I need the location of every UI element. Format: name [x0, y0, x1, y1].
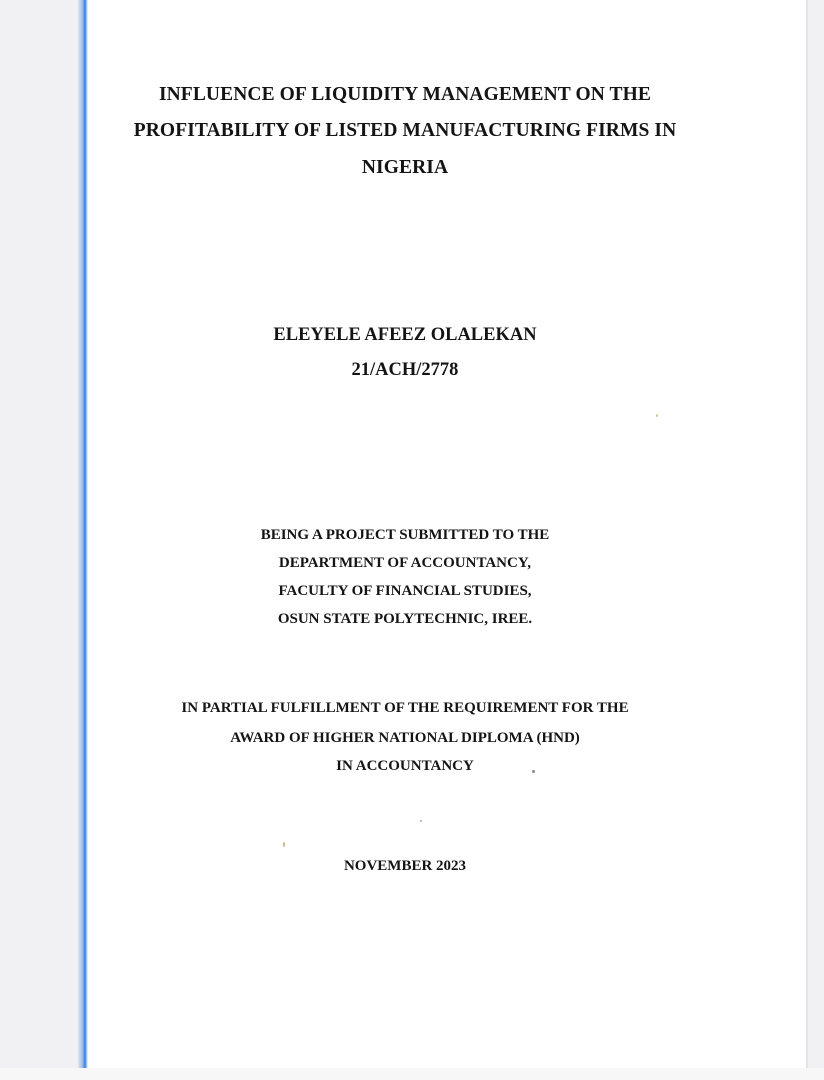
page-bottom-margin	[0, 1068, 824, 1080]
submission-line-2: DEPARTMENT OF ACCOUNTANCY,	[278, 555, 532, 571]
scan-speck	[656, 414, 658, 417]
submission-date: NOVEMBER 2023	[343, 858, 467, 874]
submission-line-4: OSUN STATE POLYTECHNIC, IREE.	[277, 611, 533, 627]
fulfillment-line-1: IN PARTIAL FULFILLMENT OF THE REQUIREMENT FOR THE	[181, 700, 629, 716]
title-line-1: INFLUENCE OF LIQUIDITY MANAGEMENT ON THE	[158, 84, 652, 105]
title-line-2: PROFITABILITY OF LISTED MANUFACTURING FIRMS IN	[133, 120, 677, 141]
page-right-edge	[806, 0, 808, 1068]
submission-line-1: BEING A PROJECT SUBMITTED TO THE	[260, 527, 550, 543]
matric-number: 21/ACH/2778	[351, 360, 459, 380]
scan-speck	[532, 770, 535, 773]
submission-line-3: FACULTY OF FINANCIAL STUDIES,	[278, 583, 532, 599]
scan-speck	[283, 842, 285, 847]
fulfillment-line-2: AWARD OF HIGHER NATIONAL DIPLOMA (HND)	[230, 730, 580, 746]
fulfillment-line-3: IN ACCOUNTANCY	[336, 758, 474, 774]
scan-speck	[420, 820, 422, 822]
author-name: ELEYELE AFEEZ OLALEKAN	[273, 325, 537, 345]
title-line-3: NIGERIA	[361, 157, 449, 178]
